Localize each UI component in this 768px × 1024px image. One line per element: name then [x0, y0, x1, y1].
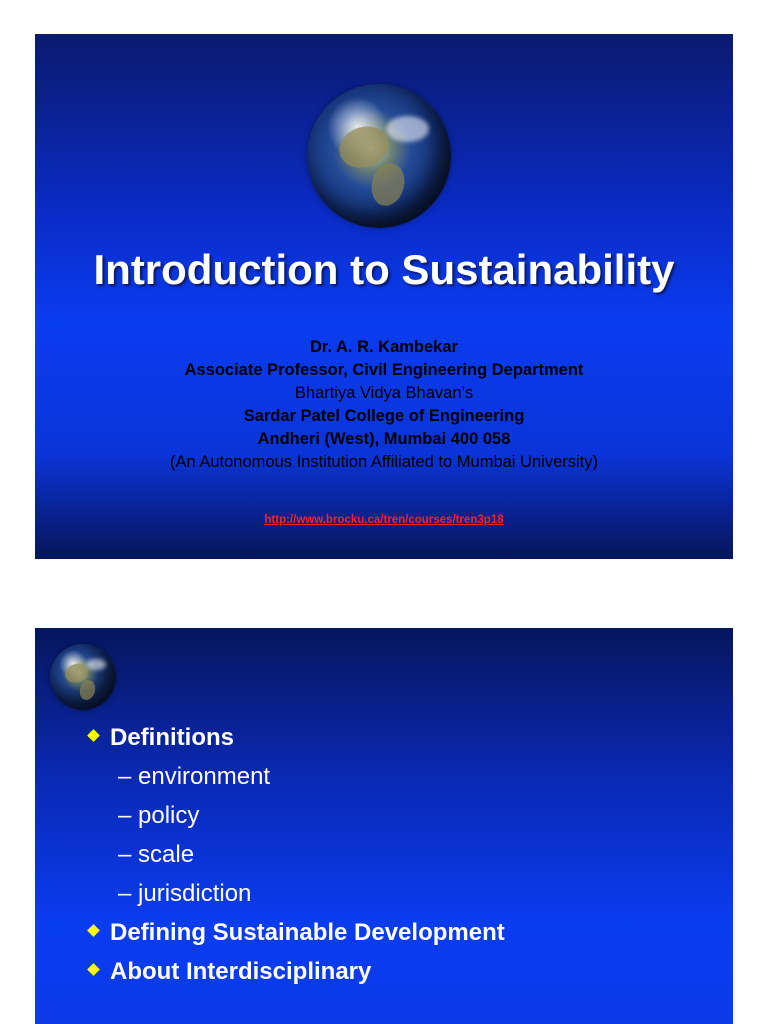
slide-title: Introduction to Sustainability: [93, 246, 675, 293]
sub-item: – jurisdiction: [118, 880, 252, 907]
organization-line: Bhartiya Vidya Bhavan’s: [294, 384, 474, 402]
bullet-label: Defining Sustainable Development: [110, 919, 505, 946]
source-link[interactable]: http://www.brocku.ca/tren/courses/tren3p18: [264, 514, 504, 526]
diamond-bullet-icon: [87, 924, 100, 937]
author-position: Associate Professor, Civil Engineering Department: [184, 361, 584, 379]
sub-item: – environment: [118, 763, 271, 790]
diamond-bullet-icon: [87, 963, 100, 976]
bullet-label: Definitions: [110, 724, 234, 751]
globe-icon: [50, 644, 116, 710]
sub-item: – policy: [118, 802, 200, 829]
title-slide: [35, 34, 733, 559]
affiliation-note: (An Autonomous Institution Affiliated to Mumbai University): [170, 453, 598, 471]
sub-item: – scale: [118, 841, 195, 868]
bullet-item: [89, 724, 234, 752]
outline-slide: [35, 628, 733, 1024]
bullet-label: About Interdisciplinary: [110, 958, 372, 985]
globe-icon: [307, 84, 451, 228]
bullet-item: [89, 958, 371, 986]
author-name: Dr. A. R. Kambekar: [310, 338, 458, 356]
diamond-bullet-icon: [87, 729, 100, 742]
bullet-item: [89, 919, 505, 947]
college-address: Andheri (West), Mumbai 400 058: [257, 430, 511, 448]
college-name: Sardar Patel College of Engineering: [243, 407, 525, 425]
author-credits: [35, 336, 733, 474]
